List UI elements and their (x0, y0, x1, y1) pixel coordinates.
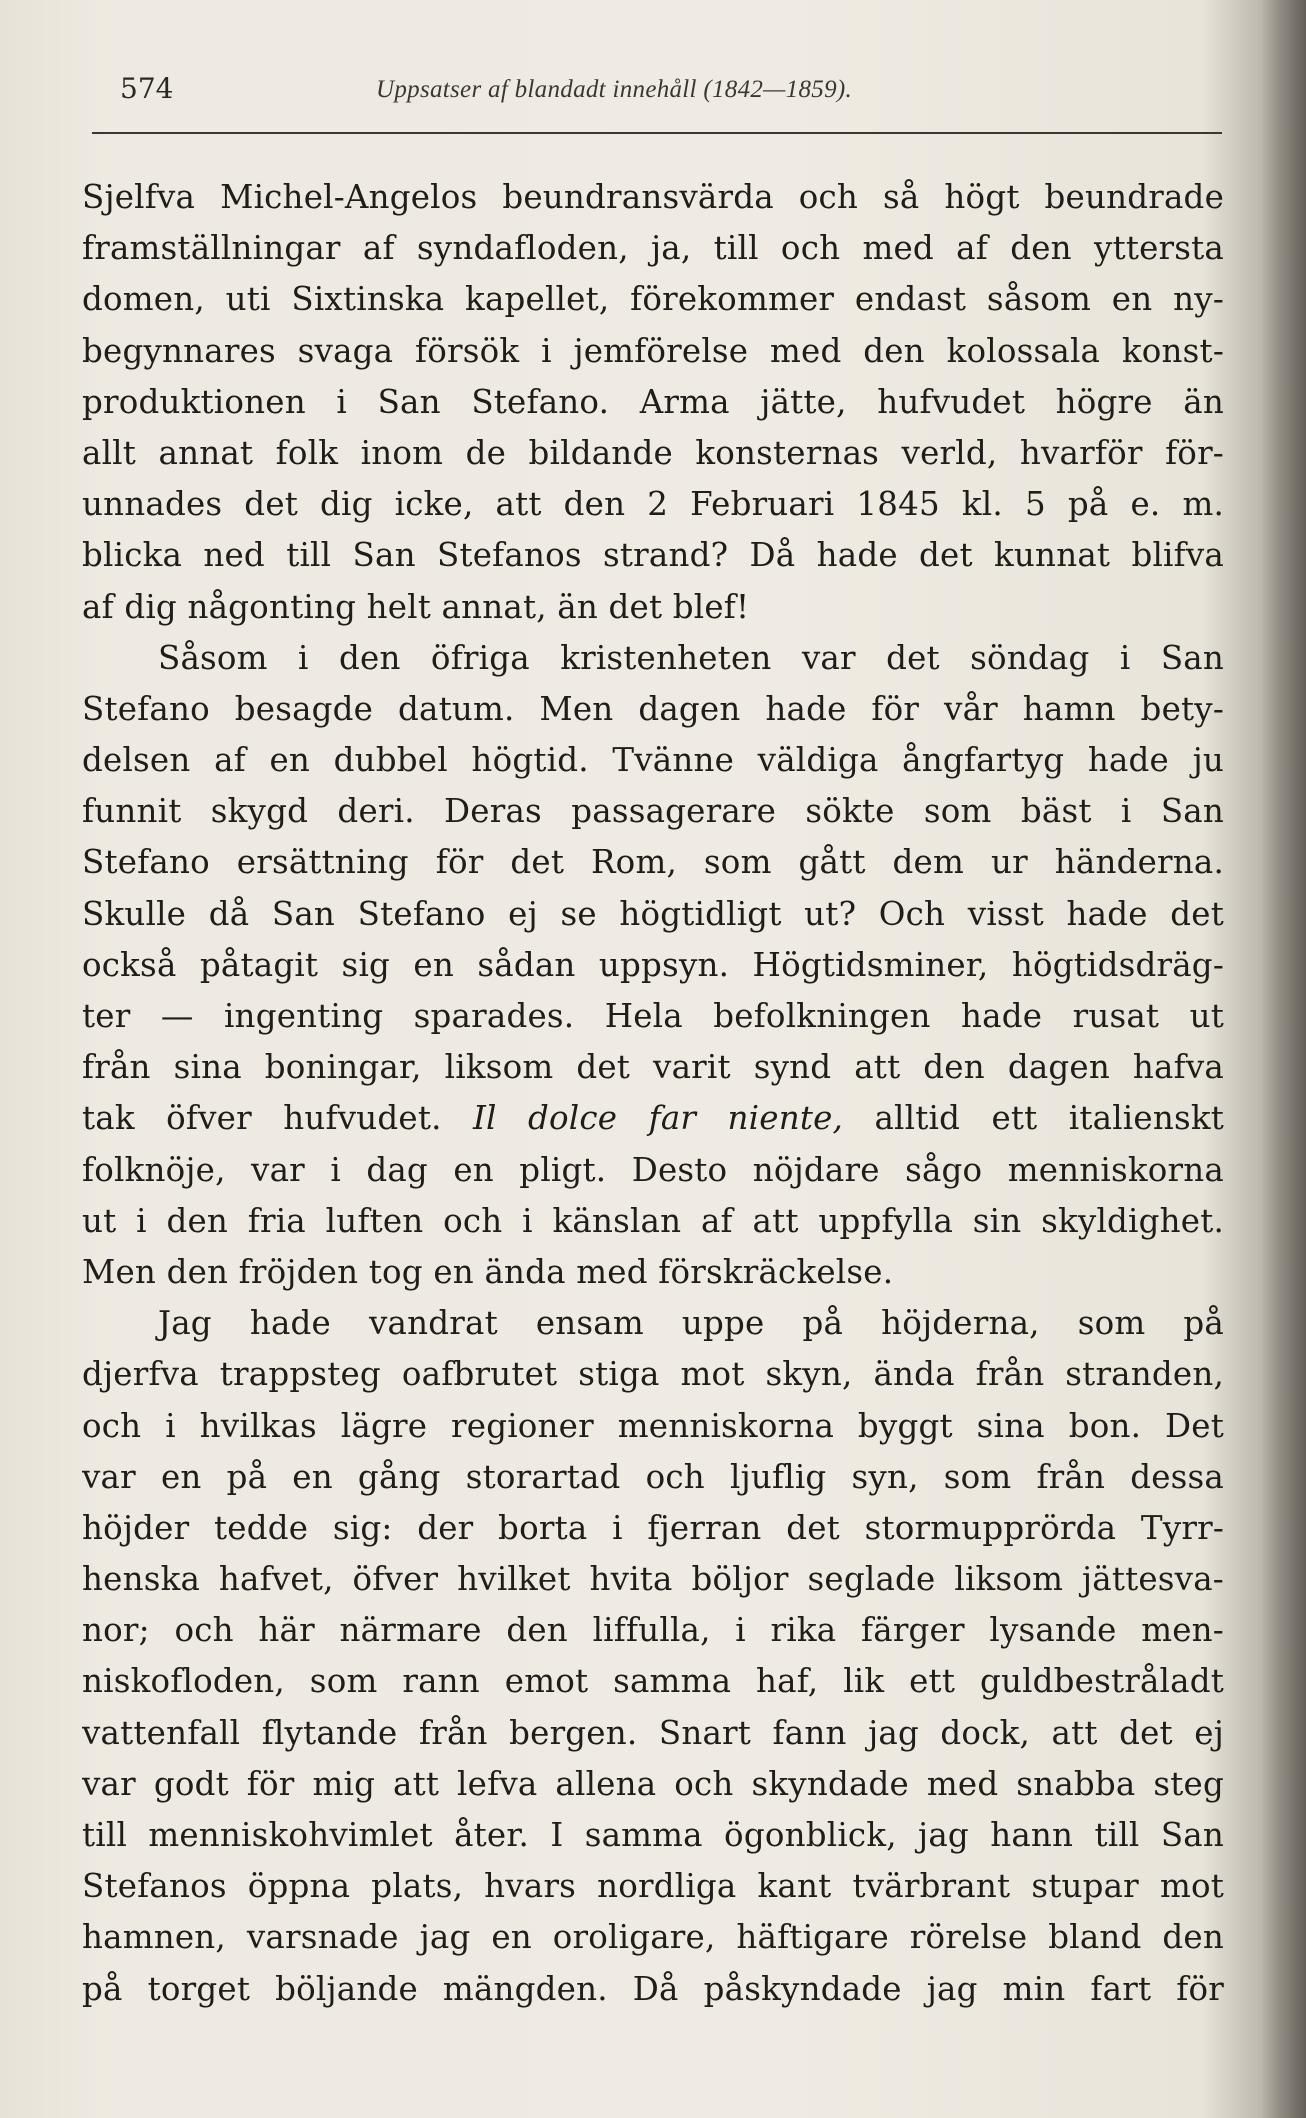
running-head: Uppsatser af blandadt innehåll (1842—1859). (376, 76, 853, 103)
text-line: produktionen i San Stefano. Arma jätte, hufvudet högre än (82, 382, 1224, 421)
text-line: Men den fröjden tog en ända med förskräckelse. (82, 1252, 894, 1291)
text-line: ut i den fria luften och i känslan af att uppfylla sin skyldighet. (82, 1201, 1224, 1240)
text-line: funnit skygd deri. Deras passagerare sökte som bäst i San (82, 792, 1224, 831)
page-header (120, 72, 1230, 116)
text-line: också påtagit sig en sådan uppsyn. Högtidsminer, högtidsdräg- (82, 945, 1224, 984)
text-line: och i hvilkas lägre regioner menniskorna byggt sina bon. Det (82, 1406, 1224, 1445)
text-line: af dig någonting helt annat, än det blef! (82, 587, 750, 626)
page-gutter-shadow (1260, 0, 1306, 2118)
text-line: unnades det dig icke, att den 2 Februari 1845 kl. 5 på e. m. (82, 485, 1224, 524)
text-line: på torget böljande mängden. Då påskyndade jag min fart för (82, 1969, 1224, 2008)
text-line: begynnares svaga försök i jemförelse med den kolossala konst- (82, 331, 1224, 370)
text-line: Sjelfva Michel-Angelos beundransvärda och så högt beundrade (82, 178, 1224, 216)
text-line: niskofloden, som rann emot samma haf, lik ett guldbestråladt (82, 1662, 1224, 1701)
text-line: vattenfall flytande från bergen. Snart fann jag dock, att det ej (82, 1713, 1224, 1752)
text-line: framställningar af syndafloden, ja, till och med af den yttersta (82, 229, 1224, 268)
header-rule (92, 132, 1222, 134)
text-line-with-italic (82, 1093, 1224, 1144)
text-line: djerfva trappsteg oafbrutet stiga mot skyn, ända från stranden, (82, 1355, 1224, 1394)
text-line: till menniskohvimlet åter. I samma ögonblick, jag hann till San (82, 1816, 1224, 1854)
text-line: hamnen, varsnade jag en oroligare, häftigare rörelse bland den (82, 1918, 1224, 1957)
text-line: höjder tedde sig: der borta i fjerran det stormupprörda Tyrr- (82, 1508, 1224, 1547)
text-line: Stefano besagde datum. Men dagen hade för vår hamn bety- (82, 689, 1224, 728)
text-line: blicka ned till San Stefanos strand? Då hade det kunnat blifva (82, 536, 1224, 575)
text-line: allt annat folk inom de bildande konsternas verld, hvarför för- (82, 433, 1224, 472)
text-line: Jag hade vandrat ensam uppe på höjderna, som på (158, 1304, 1224, 1343)
text-line: Stefano ersättning för det Rom, som gått dem ur händerna. (82, 843, 1224, 882)
text-line: var godt för mig att lefva allena och skyndade med snabba steg (82, 1764, 1224, 1803)
page-number: 574 (120, 72, 174, 105)
text-line: domen, uti Sixtinska kapellet, förekommer endast såsom en ny- (82, 280, 1224, 319)
text-segment: tak öfver hufvudet. (82, 1099, 474, 1138)
text-line: från sina boningar, liksom det varit synd att den dagen hafva (82, 1048, 1224, 1087)
text-line: var en på en gång storartad och ljuflig syn, som från dessa (82, 1457, 1224, 1496)
body-text (82, 172, 1224, 2015)
text-segment: alltid ett italienskt (843, 1099, 1224, 1138)
text-line: delsen af en dubbel högtid. Tvänne väldiga ångfartyg hade ju (82, 741, 1224, 780)
text-line: nor; och här närmare den liffulla, i rika färger lysande men- (82, 1611, 1224, 1650)
text-line: Stefanos öppna plats, hvars nordliga kant tvärbrant stupar mot (82, 1867, 1224, 1906)
text-line: ter — ingenting sparades. Hela befolkningen hade rusat ut (82, 997, 1224, 1035)
text-line: Såsom i den öfriga kristenheten var det söndag i San (158, 638, 1224, 677)
text-line: henska hafvet, öfver hvilket hvita böljor seglade liksom jättesva- (82, 1560, 1224, 1599)
text-line: Skulle då San Stefano ej se högtidligt ut? Och visst hade det (82, 894, 1224, 933)
text-line: folknöje, var i dag en pligt. Desto nöjdare sågo menniskorna (82, 1150, 1224, 1189)
italic-phrase: Il dolce far niente, (473, 1099, 844, 1138)
